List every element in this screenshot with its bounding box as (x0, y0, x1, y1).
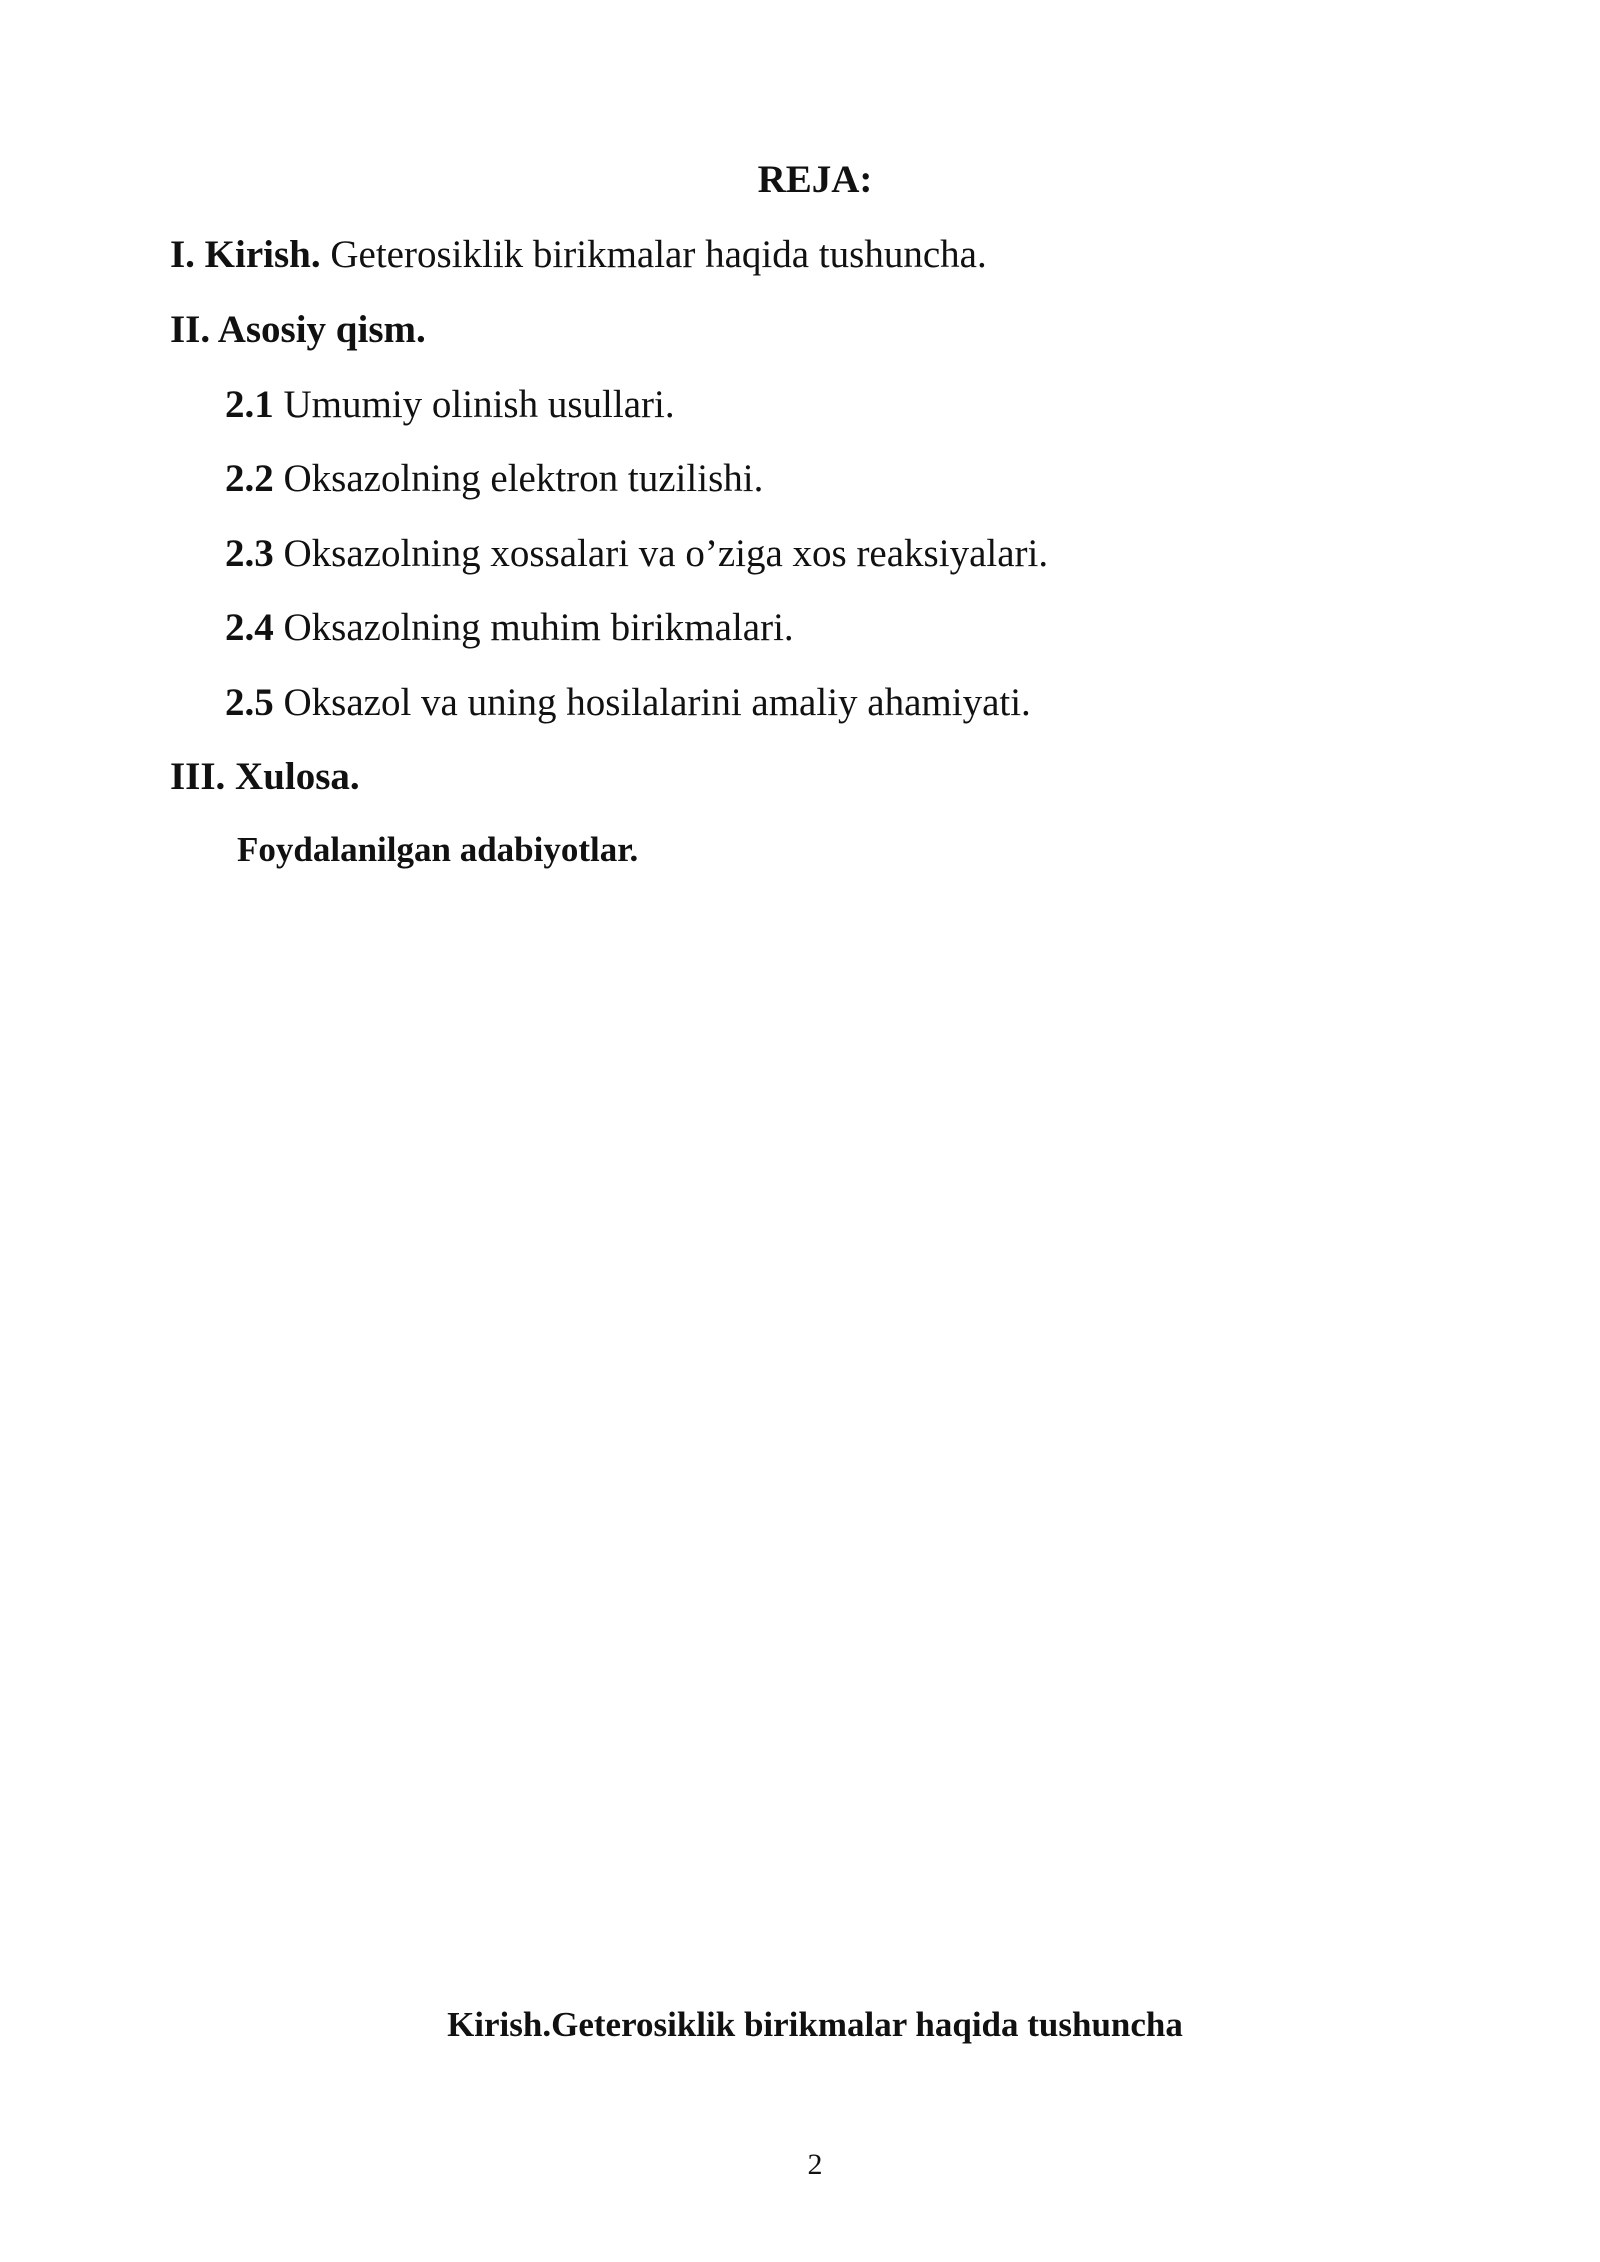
toc-item-number: II. Asosiy qism. (170, 308, 426, 351)
toc-subitem-number: 2.2 (225, 457, 274, 500)
toc-subitem-number: 2.3 (225, 532, 274, 575)
toc-subitem-text: Oksazol va uning hosilalarini amaliy ahamiyati. (273, 681, 1031, 724)
toc-subitem-2-3 (225, 534, 1048, 573)
plan-title: REJA: (757, 158, 873, 201)
toc-subitem-text: Oksazolning xossalari va o’ziga xos reaksiyalari. (273, 532, 1049, 575)
toc-subitem-number: 2.1 (225, 383, 274, 426)
toc-item-conclusion (170, 757, 360, 796)
section-heading: Kirish.Geterosiklik birikmalar haqida tushuncha (447, 2005, 1183, 2044)
toc-item-number: I. Kirish. (170, 233, 321, 276)
page-number: 2 (807, 2148, 823, 2181)
toc-subitem-2-4 (225, 608, 794, 647)
toc-item-references: Foydalanilgan adabiyotlar. (237, 830, 639, 869)
toc-subitem-number: 2.5 (225, 681, 274, 724)
toc-subitem-text: Oksazolning elektron tuzilishi. (273, 457, 764, 500)
toc-item-main-part (170, 310, 426, 349)
toc-subitem-text: Oksazolning muhim birikmalari. (273, 606, 794, 649)
toc-item-introduction (170, 235, 987, 274)
toc-item-text: Geterosiklik birikmalar haqida tushuncha. (320, 233, 987, 276)
toc-subitem-2-2 (225, 459, 763, 498)
toc-item-number: III. Xulosa. (170, 755, 360, 798)
toc-subitem-number: 2.4 (225, 606, 274, 649)
toc-subitem-text: Umumiy olinish usullari. (273, 383, 675, 426)
toc-subitem-2-1 (225, 385, 675, 424)
toc-subitem-2-5 (225, 683, 1031, 722)
